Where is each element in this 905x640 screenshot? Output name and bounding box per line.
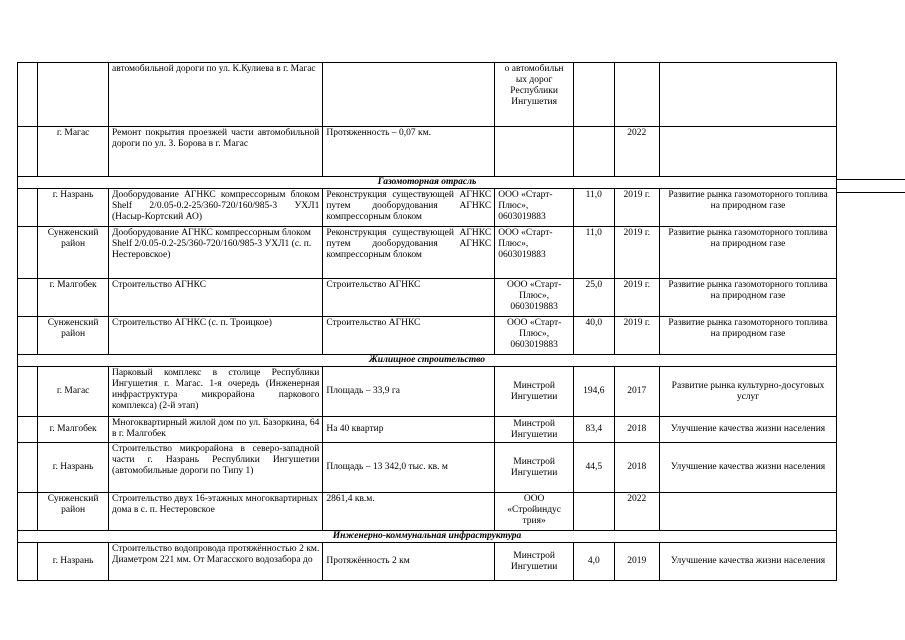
cell-goal: Улучшение качества жизни населения [660,543,837,581]
cell-spec: Протяженность – 0,07 км. [323,127,495,177]
cell-work: Строительство водопровода протяжённостью 2 км. Диаметром 221 мм. От Магасского водозабора до [108,543,322,581]
section-header-housing [18,355,837,367]
cell-work: Строительство АГНКС (с. п. Троицкое) [108,317,322,355]
cell-amount: 11,0 [574,189,614,227]
cell-spec: 2861,4 кв.м. [323,493,495,531]
cell-goal: Улучшение качества жизни населения [660,417,837,443]
cell-location: г. Магас [38,127,109,177]
cell-location: г. Назрань [38,189,109,227]
cell-number [18,367,38,417]
table-row [18,127,837,177]
document-table [17,62,837,581]
section-title: Инженерно-коммунальная инфраструктура [18,531,837,543]
cell-location: Сунженский район [38,493,109,531]
cell-number [18,417,38,443]
cell-year: 2019 г. [614,279,660,317]
cell-location: Сунженский район [38,227,109,279]
cell-spec: Реконструкция существующей АГНКС путем дооборудования АГНКС компрессорным блоком [323,189,495,227]
cell-spec [323,63,495,127]
table-row [18,279,837,317]
cell-work: Ремонт покрытия проезжей части автомобильной дороги по ул. З. Борова в г. Магас [108,127,322,177]
section-title: Жилищное строительство [18,355,837,367]
cell-year: 2017 [614,367,660,417]
cell-spec: Протяжённость 2 км [323,543,495,581]
cell-goal: Улучшение качества жизни населения [660,443,837,493]
cell-number [18,227,38,279]
cell-amount: 11,0 [574,227,614,279]
cell-location: г. Малгобек [38,279,109,317]
cell-amount: 83,4 [574,417,614,443]
cell-year [614,63,660,127]
cell-goal: Развитие рынка культурно-досуговых услуг [660,367,837,417]
cell-number [18,279,38,317]
cell-amount [574,127,614,177]
table-row [18,317,837,355]
cell-company: ООО «Стройиндус трия» [495,493,574,531]
cell-location: Сунженский район [38,317,109,355]
cell-number [18,127,38,177]
table-row [18,543,837,581]
table-row [18,417,837,443]
table-row [18,367,837,417]
cell-spec: Площадь – 13 342,0 тыс. кв. м [323,443,495,493]
cell-goal: Развитие рынка газомоторного топлива на природном газе [660,227,837,279]
cell-year: 2018 [614,443,660,493]
section-title: Газомоторная отрасль [18,177,837,189]
cell-year: 2022 [614,493,660,531]
cell-company: о автомобильн ых дорог Республики Ингушетия [495,63,574,127]
cell-location: г. Назрань [38,443,109,493]
cell-amount [574,63,614,127]
cell-goal: Развитие рынка газомоторного топлива на природном газе [660,279,837,317]
cell-number [18,317,38,355]
cell-number [18,543,38,581]
cell-goal: Развитие рынка газомоторного топлива на природном газе [660,189,837,227]
cell-year: 2019 г. [614,317,660,355]
cell-company: Минстрой Ингушетии [495,443,574,493]
cell-company: ООО «Старт-Плюс», 0603019883 [495,227,574,279]
cell-company: ООО «Старт-Плюс», 0603019883 [495,279,574,317]
cell-goal: Развитие рынка газомоторного топлива на природном газе [660,317,837,355]
cell-number [18,443,38,493]
cell-number [18,63,38,127]
cell-amount [574,493,614,531]
cell-location: г. Магас [38,367,109,417]
cell-spec: Строительство АГНКС [323,317,495,355]
cell-work: Строительство микрорайона в северо-западной части г. Назрань Республики Ингушетии (автомобильные дороги по Типу 1) [108,443,322,493]
cell-location [38,63,109,127]
cell-work: Парковый комплекс в столице Республики Ингушетия г. Магас. 1-я очередь (Инженерная инфраструктура микрорайона паркового комплекса) (2-й этап) [108,367,322,417]
cell-location: г. Назрань [38,543,109,581]
cell-goal [660,63,837,127]
cell-company [495,127,574,177]
table-row [18,227,837,279]
table-row [18,189,837,227]
table-row [18,443,837,493]
table-edge-line [837,179,905,180]
cell-company: ООО «Старт-Плюс», 0603019883 [495,317,574,355]
cell-year: 2019 г. [614,189,660,227]
cell-amount: 40,0 [574,317,614,355]
cell-work: Дооборудование АГНКС компрессорным блоком Shelf 2/0.05-0.2-25/360-720/160/985-3 УХЛ1 (с. п. Нестеровское) [108,227,322,279]
cell-company: Минстрой Ингушетии [495,417,574,443]
cell-work: Строительство двух 16-этажных многоквартирных дома в с. п. Нестеровское [108,493,322,531]
cell-year: 2019 [614,543,660,581]
cell-work: Строительство АГНКС [108,279,322,317]
cell-company: ООО «Старт-Плюс», 0603019883 [495,189,574,227]
cell-location: г. Малгобек [38,417,109,443]
cell-spec: Реконструкция существующей АГНКС путем дооборудования АГНКС компрессорным блоком [323,227,495,279]
cell-amount: 4,0 [574,543,614,581]
cell-spec: Строительство АГНКС [323,279,495,317]
cell-year: 2018 [614,417,660,443]
cell-work: автомобильной дороги по ул. К.Кулиева в г. Магас [108,63,322,127]
cell-amount: 25,0 [574,279,614,317]
cell-goal [660,493,837,531]
cell-amount: 194,6 [574,367,614,417]
cell-company: Минстрой Ингушетии [495,367,574,417]
cell-spec: Площадь – 33,9 га [323,367,495,417]
section-header-infrastructure [18,531,837,543]
cell-spec: На 40 квартир [323,417,495,443]
cell-company: Минстрой Ингушетии [495,543,574,581]
section-header-gas [18,177,837,189]
cell-number [18,189,38,227]
table-edge-line [837,192,905,193]
cell-year: 2019 г. [614,227,660,279]
cell-amount: 44,5 [574,443,614,493]
table-row [18,63,837,127]
cell-work: Многоквартирный жилой дом по ул. Базоркина, 64 в г. Малгобек [108,417,322,443]
cell-work: Дооборудование АГНКС компрессорным блоком Shelf 2/0.05-0.2-25/360-720/160/985-3 УХЛ1 (Насыр-Кортский АО) [108,189,322,227]
cell-year: 2022 [614,127,660,177]
cell-goal [660,127,837,177]
cell-number [18,493,38,531]
table-row [18,493,837,531]
